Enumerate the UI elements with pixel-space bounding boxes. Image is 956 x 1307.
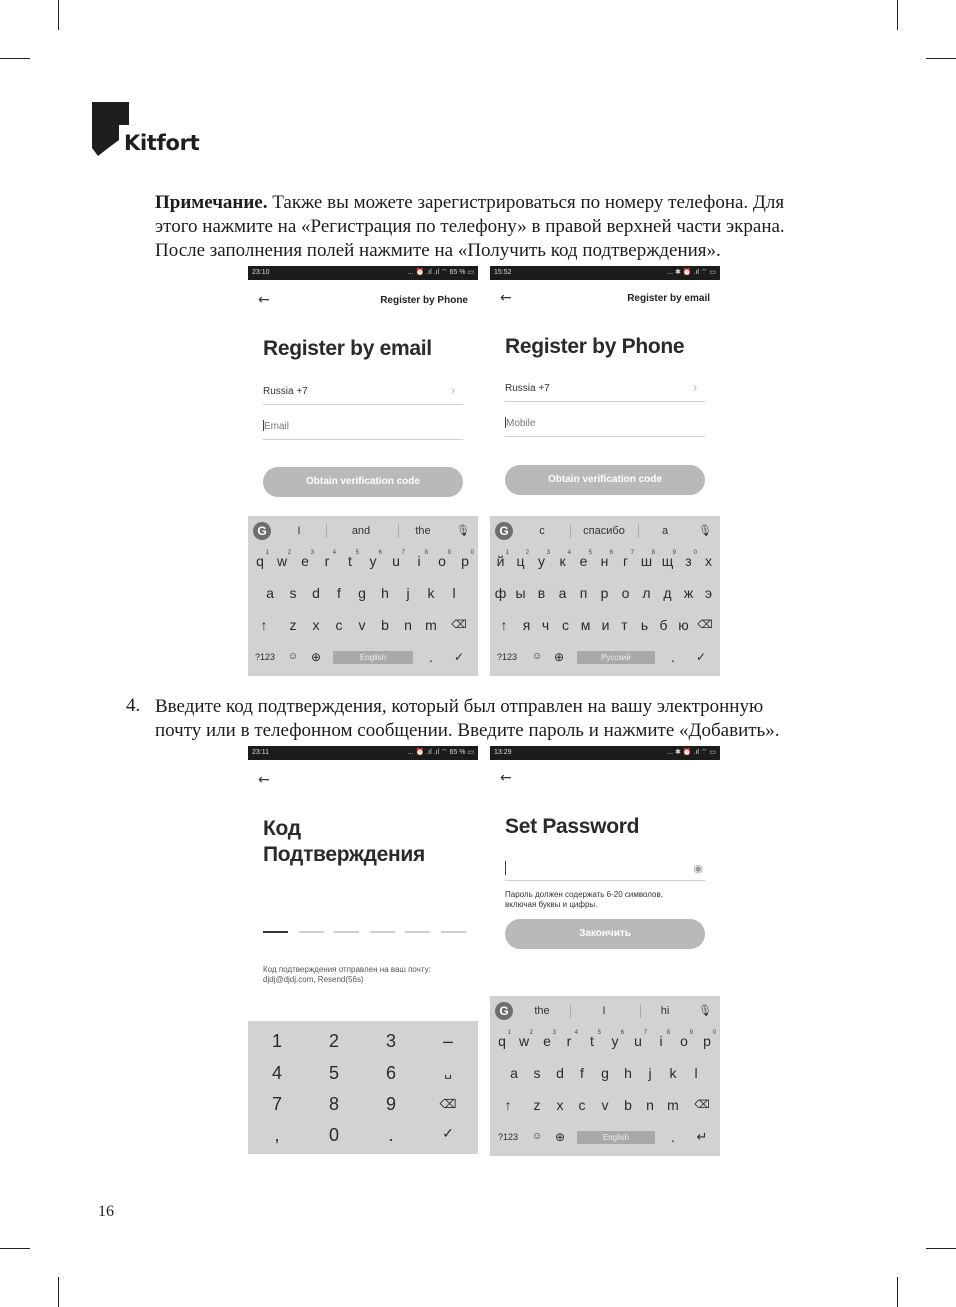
mobile-input[interactable]: Mobile [505, 417, 705, 437]
spacebar[interactable]: English [577, 1131, 655, 1144]
key[interactable]: l [452, 585, 456, 601]
spacebar[interactable]: English [333, 651, 413, 664]
numeric-keypad [248, 1021, 478, 1154]
code-digit-slot [263, 931, 288, 933]
key[interactable]: c [335, 617, 343, 633]
comma-key[interactable]: , [274, 1125, 280, 1145]
key[interactable]: a [510, 1065, 518, 1081]
suggestion-bar [490, 516, 720, 546]
mic-icon[interactable]: 🎙 [698, 525, 712, 537]
key[interactable]: i 8 [659, 1030, 670, 1049]
screen-register-email [248, 266, 478, 676]
country-selector[interactable]: Russia +7 › [505, 383, 705, 402]
key[interactable]: f [337, 585, 341, 601]
key[interactable]: g [601, 1065, 609, 1081]
key-row-2 [248, 578, 478, 608]
key[interactable]: p 0 [461, 550, 474, 569]
key[interactable]: j [406, 585, 410, 601]
email-input[interactable]: Email [263, 420, 463, 440]
backspace-icon[interactable]: ⌫ [694, 1099, 710, 1111]
key[interactable]: l [694, 1065, 698, 1081]
key[interactable]: h [381, 585, 389, 601]
crop-mark [926, 1248, 956, 1249]
crop-mark [0, 1248, 30, 1249]
status-bar: 23:10 ... ⏰ .ıl .ıl ⌔ 65 % ▭ [248, 266, 478, 280]
step4-line2: почту или в телефонном сообщении. Введите пароль и нажмите «Добавить». [155, 720, 780, 741]
key[interactable]: e 3 [543, 1030, 556, 1049]
key[interactable]: н 6 [600, 550, 613, 569]
suggestion[interactable]: the [415, 525, 431, 537]
note-line1: Также вы можете зарегистрироваться по номеру телефона. Для [272, 192, 785, 213]
resend-link[interactable]: djdj@djdj.com, Resend(56s) [263, 975, 364, 984]
register-by-email-link[interactable]: Register by email [627, 293, 710, 304]
suggestion[interactable]: hi [660, 1005, 670, 1017]
country-selector[interactable]: Russia +7 › [263, 386, 463, 405]
key[interactable]: i 8 [417, 550, 428, 569]
obtain-code-button[interactable]: Obtain verification code [505, 465, 705, 495]
key[interactable]: 7 [271, 1094, 282, 1114]
key[interactable]: u 7 [392, 550, 405, 569]
key[interactable]: v [601, 1097, 609, 1113]
suggestion[interactable]: спасибо [583, 525, 625, 537]
chevron-right-icon: › [693, 382, 697, 394]
suggestion-bar [490, 996, 720, 1026]
key[interactable]: ш 8 [640, 550, 655, 569]
key[interactable]: о [621, 585, 630, 601]
key[interactable]: я [522, 617, 531, 633]
key[interactable]: 1 [271, 1031, 282, 1051]
finish-button[interactable]: Закончить [505, 919, 705, 949]
key[interactable]: d [556, 1065, 564, 1081]
key[interactable]: o 9 [438, 550, 451, 569]
key[interactable]: e 3 [301, 550, 314, 569]
key[interactable]: х [705, 553, 712, 569]
key[interactable]: d [312, 585, 320, 601]
key[interactable]: 4 [271, 1063, 282, 1083]
key[interactable]: n [646, 1097, 654, 1113]
key[interactable]: э [704, 585, 713, 601]
key[interactable]: б [659, 617, 668, 633]
crop-mark [897, 1277, 898, 1307]
key[interactable]: c [578, 1097, 586, 1113]
key-row-1 [248, 546, 478, 576]
key[interactable]: t 5 [348, 550, 359, 569]
code-sent-hint: Код подтверждения отправлен на ваш почту: djdj@djdj.com, Resend(56s) [263, 965, 431, 984]
key[interactable]: ц 2 [516, 550, 529, 569]
key[interactable]: ж [683, 585, 694, 601]
emoji-icon[interactable]: ☺ [531, 651, 543, 662]
key[interactable]: n [404, 617, 412, 633]
key[interactable]: h [624, 1065, 632, 1081]
globe-icon[interactable]: ⊕ [553, 650, 565, 664]
symbols-key[interactable]: ?123 [496, 652, 518, 662]
key[interactable]: w 2 [518, 1030, 533, 1049]
key-row-3 [490, 610, 720, 640]
shift-icon[interactable]: ↑ [504, 1097, 512, 1113]
key[interactable]: ь [640, 617, 649, 633]
status-bar: 15:52 ... ✱ ⏰ .ıl ⌔ ▭ [490, 266, 720, 280]
google-icon[interactable]: G [495, 1002, 513, 1020]
check-icon[interactable]: ✓ [453, 650, 465, 664]
google-icon[interactable]: G [253, 522, 271, 540]
code-digit-slot [299, 931, 324, 933]
key[interactable]: щ 9 [661, 550, 676, 569]
key[interactable]: р [600, 585, 609, 601]
brand-name: Kitfort [124, 131, 200, 155]
key[interactable]: к 4 [559, 550, 571, 569]
key[interactable]: y 6 [611, 1030, 624, 1049]
key[interactable]: r 4 [324, 550, 336, 569]
key[interactable]: с [562, 617, 569, 633]
key[interactable]: m [667, 1097, 679, 1113]
key[interactable]: g [358, 585, 366, 601]
eye-icon[interactable]: ◉ [693, 863, 703, 875]
back-arrow-icon[interactable]: ← [500, 290, 512, 306]
crop-mark [58, 0, 59, 30]
step4-paragraph [155, 695, 855, 743]
key[interactable]: v [358, 617, 366, 633]
key[interactable]: и [601, 617, 610, 633]
globe-icon[interactable]: ⊕ [310, 650, 322, 664]
suggestion[interactable]: I [297, 525, 301, 537]
period-key[interactable]: . [429, 649, 433, 665]
backspace-icon[interactable]: ⌫ [451, 619, 467, 631]
key[interactable]: ы [515, 585, 526, 601]
key-row-2 [490, 578, 720, 608]
key[interactable]: м [580, 617, 591, 633]
suggestion[interactable]: the [534, 1005, 550, 1017]
step4-line1: Введите код подтверждения, который был отправлен на вашу электронную [155, 696, 764, 717]
suggestion[interactable]: I [602, 1005, 606, 1017]
key[interactable]: 9 [385, 1094, 396, 1114]
crop-mark [897, 0, 898, 30]
key[interactable]: a [266, 585, 274, 601]
mic-icon[interactable]: 🎙 [456, 525, 470, 537]
code-input[interactable] [263, 931, 468, 935]
key[interactable]: а [558, 585, 567, 601]
key[interactable]: в [537, 585, 546, 601]
key[interactable]: r 4 [566, 1030, 578, 1049]
space-icon[interactable]: ␣ [444, 1065, 452, 1079]
key[interactable]: 6 [385, 1063, 396, 1083]
key[interactable]: j [648, 1065, 652, 1081]
key[interactable]: 0 [328, 1125, 339, 1145]
key[interactable]: s [533, 1065, 541, 1081]
status-bar: 13:29 ... ✱ ⏰ .ıl ⌔ ▭ [490, 746, 720, 760]
password-hint: Пароль должен содержать 6-20 символов, включая буквы и цифры. [505, 890, 663, 909]
period-key[interactable]: . [671, 1129, 675, 1145]
key-row-4 [490, 1122, 720, 1152]
step-number: 4. [126, 695, 141, 716]
key[interactable]: w 2 [276, 550, 291, 569]
note-line3: После заполнения полей нажмите на «Получить код подтверждения». [155, 240, 721, 261]
key-row-2 [490, 1058, 720, 1088]
key[interactable]: f [580, 1065, 584, 1081]
key[interactable]: п [579, 585, 588, 601]
page-title: Код Подтверждения [263, 817, 425, 866]
page-title: Set Password [505, 815, 640, 838]
shift-icon[interactable]: ↑ [500, 617, 508, 633]
obtain-code-button[interactable]: Obtain verification code [263, 467, 463, 497]
page-number: 16 [98, 1203, 114, 1220]
key-row-3 [248, 610, 478, 640]
key[interactable]: ч [541, 617, 550, 633]
emoji-icon[interactable]: ☺ [287, 651, 299, 662]
backspace-icon[interactable]: ⌫ [439, 1097, 457, 1111]
password-input[interactable] [505, 861, 705, 881]
spacebar[interactable]: Русский [577, 651, 655, 664]
page-title: Register by Phone [505, 335, 685, 358]
key[interactable]: t 5 [590, 1030, 601, 1049]
code-digit-slot [370, 931, 395, 933]
key[interactable]: x [556, 1097, 564, 1113]
key[interactable]: s [289, 585, 297, 601]
globe-icon[interactable]: ⊕ [554, 1130, 566, 1144]
keyboard [248, 516, 478, 676]
key[interactable]: z [533, 1097, 541, 1113]
key[interactable]: b [624, 1097, 632, 1113]
status-bar: 23:11 ... ⏰ .ıl .ıl ⌔ 65 % ▭ [248, 746, 478, 760]
register-by-phone-link[interactable]: Register by Phone [380, 295, 468, 306]
key[interactable]: 8 [328, 1094, 339, 1114]
key[interactable]: z [289, 617, 297, 633]
key[interactable]: u 7 [634, 1030, 647, 1049]
key[interactable]: 3 [385, 1031, 396, 1051]
key[interactable]: o 9 [680, 1030, 693, 1049]
note-line2: этого нажмите на «Регистрация по телефону» в правой верхней части экрана. [155, 216, 785, 237]
key[interactable]: q 1 [498, 1030, 511, 1049]
shift-icon[interactable]: ↑ [260, 617, 268, 633]
key[interactable]: ф [494, 585, 507, 601]
key[interactable]: у 3 [538, 550, 550, 569]
back-arrow-icon[interactable]: ← [258, 292, 270, 308]
key[interactable]: 5 [328, 1063, 339, 1083]
key[interactable]: д [663, 585, 672, 601]
key[interactable]: k [669, 1065, 677, 1081]
key[interactable]: b [381, 617, 389, 633]
key[interactable]: x [312, 617, 320, 633]
suggestion[interactable]: с [539, 525, 545, 537]
key[interactable]: k [427, 585, 435, 601]
crop-mark [58, 1277, 59, 1307]
key-row-4 [490, 642, 720, 672]
key[interactable]: е 5 [579, 550, 592, 569]
backspace-icon[interactable]: ⌫ [697, 619, 713, 631]
key[interactable]: m [425, 617, 437, 633]
key[interactable]: q 1 [256, 550, 269, 569]
google-icon[interactable]: G [495, 522, 513, 540]
emoji-icon[interactable]: ☺ [531, 1131, 543, 1142]
crop-mark [0, 58, 30, 59]
keyboard [490, 996, 720, 1156]
key[interactable]: й 1 [496, 550, 509, 569]
keyboard [490, 516, 720, 676]
screen-verification-code [248, 746, 478, 1154]
suggestion-bar [248, 516, 478, 546]
period-key[interactable]: . [671, 649, 675, 665]
crop-mark [926, 58, 956, 59]
enter-icon[interactable]: ↵ [696, 1129, 708, 1144]
minus-key[interactable]: – [442, 1031, 453, 1051]
check-icon[interactable]: ✓ [695, 650, 707, 664]
code-digit-slot [405, 931, 430, 933]
key-row-4 [248, 642, 478, 672]
key-row-3 [490, 1090, 720, 1120]
key[interactable]: 2 [328, 1031, 339, 1051]
mic-icon[interactable]: 🎙 [698, 1005, 712, 1017]
back-arrow-icon[interactable]: ← [500, 770, 512, 786]
screen-set-password [490, 746, 720, 1156]
key-row-1 [490, 1026, 720, 1056]
key[interactable]: з 0 [685, 550, 697, 569]
key[interactable]: ю [678, 617, 689, 633]
symbols-key[interactable]: ?123 [254, 652, 276, 662]
page-title: Register by email [263, 337, 432, 360]
code-digit-slot [441, 931, 466, 933]
code-digit-slot [334, 931, 359, 933]
screen-register-phone [490, 266, 720, 676]
check-icon[interactable]: ✓ [442, 1125, 454, 1141]
suggestion[interactable]: а [661, 525, 669, 537]
key[interactable]: y 6 [369, 550, 382, 569]
key[interactable]: л [642, 585, 651, 601]
key[interactable]: p 0 [703, 1030, 716, 1049]
suggestion[interactable]: and [351, 525, 371, 537]
period-key[interactable]: . [388, 1125, 394, 1145]
key[interactable]: т [621, 617, 628, 633]
note-paragraph [155, 191, 855, 263]
key-row-1 [490, 546, 720, 576]
symbols-key[interactable]: ?123 [497, 1132, 519, 1142]
note-label: Примечание. [155, 192, 268, 213]
back-arrow-icon[interactable]: ← [258, 772, 270, 788]
chevron-right-icon: › [451, 385, 455, 397]
key[interactable]: г 7 [622, 550, 634, 569]
